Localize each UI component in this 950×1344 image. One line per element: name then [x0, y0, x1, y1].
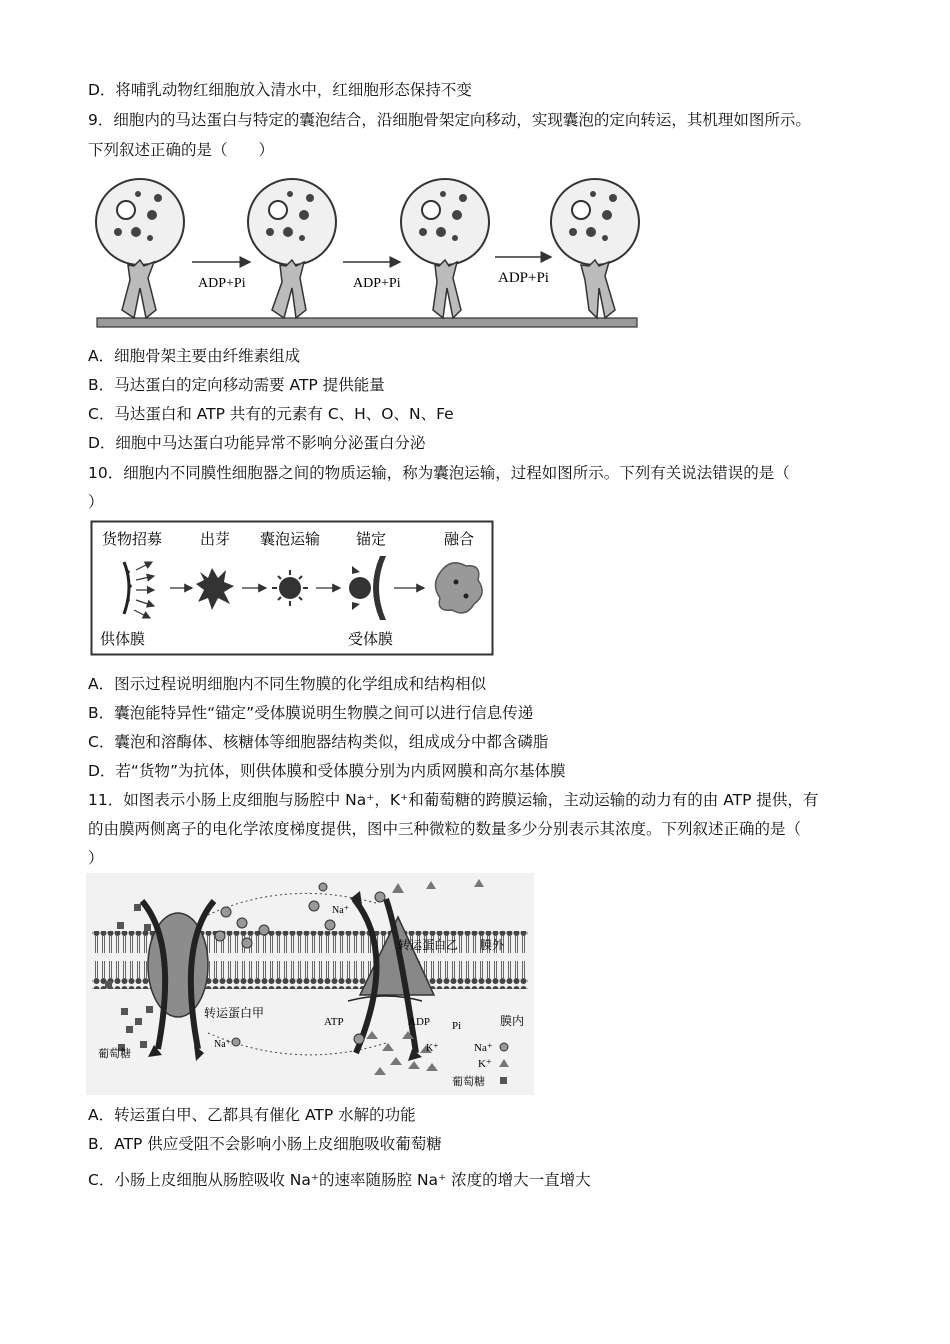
- stage-label-budding: 出芽: [200, 530, 231, 548]
- q11-option-c: C．小肠上皮细胞从肠腔吸收 Na⁺的速率随肠腔 Na⁺ 浓度的增大一直增大: [88, 1171, 591, 1189]
- stage-label-fusion: 融合: [444, 530, 475, 548]
- stage-label-vesicle-transport: 囊泡运输: [260, 530, 321, 548]
- inside-label: 膜内: [500, 1014, 525, 1028]
- glucose-label: 葡萄糖: [98, 1047, 131, 1060]
- vesicle-motor-2: [248, 179, 336, 318]
- legend-glucose: 葡萄糖: [452, 1075, 485, 1088]
- donor-membrane-label: 供体膜: [100, 630, 146, 648]
- pi-label: Pi: [452, 1020, 462, 1032]
- q11-option-b: B．ATP 供应受阻不会影响小肠上皮细胞吸收葡萄糖: [88, 1135, 442, 1153]
- q9-option-c: C．马达蛋白和 ATP 共有的元素有 C、H、O、N、Fe: [88, 405, 454, 423]
- sodium-particle: [221, 907, 231, 917]
- q9-option-a: A．细胞骨架主要由纤维素组成: [88, 347, 301, 365]
- transport-protein-figure: [86, 873, 534, 1095]
- q11-stem-line3: ）: [88, 849, 104, 867]
- vesicle-motor-1: [96, 179, 184, 318]
- q9-option-d: D．细胞中马达蛋白功能异常不影响分泌蛋白分泌: [88, 434, 426, 452]
- adp-label: ADP: [408, 1016, 431, 1028]
- glucose-particle: [117, 922, 124, 929]
- cytoskeleton-track: [97, 318, 637, 327]
- stage-label-anchoring: 锚定: [356, 530, 387, 548]
- adp-pi-label-1: ADP+Pi: [198, 276, 246, 291]
- vesicle-transport-figure: [90, 520, 495, 660]
- transport-vesicle: [279, 577, 301, 599]
- acceptor-membrane-label: 受体膜: [348, 630, 394, 648]
- q10-stem-line1: 10．细胞内不同膜性细胞器之间的物质运输，称为囊泡运输，过程如图所示。下列有关说法错误的是（: [88, 464, 790, 482]
- na-label-top: Na⁺: [332, 905, 349, 916]
- q9-stem-line2: 下列叙述正确的是（ ）: [88, 141, 275, 159]
- vesicle-motor-3: [401, 179, 489, 318]
- adp-pi-label-3: ADP+Pi: [498, 270, 549, 286]
- atp-label: ATP: [324, 1016, 344, 1028]
- legend-na: Na⁺: [474, 1042, 493, 1054]
- q9-stem-line1: 9．细胞内的马达蛋白与特定的囊泡结合，沿细胞骨架定向移动，实现囊泡的定向转运，其机理如图所示。: [88, 111, 811, 129]
- q10-option-c: C．囊泡和溶酶体、核糖体等细胞器结构类似，组成成分中都含磷脂: [88, 733, 549, 751]
- protein-b-label: 转运蛋白乙: [398, 938, 459, 952]
- legend-k: K⁺: [478, 1058, 492, 1070]
- q11-stem-line1: 11．如图表示小肠上皮细胞与肠腔中 Na⁺，K⁺和葡萄糖的跨膜运输，主动运输的动力有的由 ATP 提供，有: [88, 791, 819, 809]
- q11-option-a: A．转运蛋白甲、乙都具有催化 ATP 水解的功能: [88, 1106, 416, 1124]
- vesicle-motor-4: [551, 179, 639, 318]
- adp-pi-label-2: ADP+Pi: [353, 276, 401, 291]
- motor-protein-figure: [95, 170, 640, 335]
- q10-option-b: B．囊泡能特异性“锚定”受体膜说明生物膜之间可以进行信息传递: [88, 704, 534, 722]
- k-label: K⁺: [426, 1043, 439, 1054]
- q11-stem-line2: 的由膜两侧离子的电化学浓度梯度提供，图中三种微粒的数量多少分别表示其浓度。下列叙述正确的是（: [88, 820, 802, 838]
- q10-stem-line2: ）: [88, 493, 104, 511]
- q8-option-d: D．将哺乳动物红细胞放入清水中，红细胞形态保持不变: [88, 81, 472, 99]
- q10-option-a: A．图示过程说明细胞内不同生物膜的化学组成和结构相似: [88, 675, 487, 693]
- outside-label: 膜外: [480, 938, 505, 952]
- na-label-bottom: Na⁺: [214, 1039, 231, 1050]
- stage-label-cargo-recruit: 货物招募: [102, 530, 163, 548]
- protein-a-label: 转运蛋白甲: [204, 1006, 265, 1020]
- anchored-vesicle: [349, 577, 371, 599]
- q9-option-b: B．马达蛋白的定向移动需要 ATP 提供能量: [88, 376, 385, 394]
- q10-option-d: D．若“货物”为抗体，则供体膜和受体膜分别为内质网膜和高尔基体膜: [88, 762, 566, 780]
